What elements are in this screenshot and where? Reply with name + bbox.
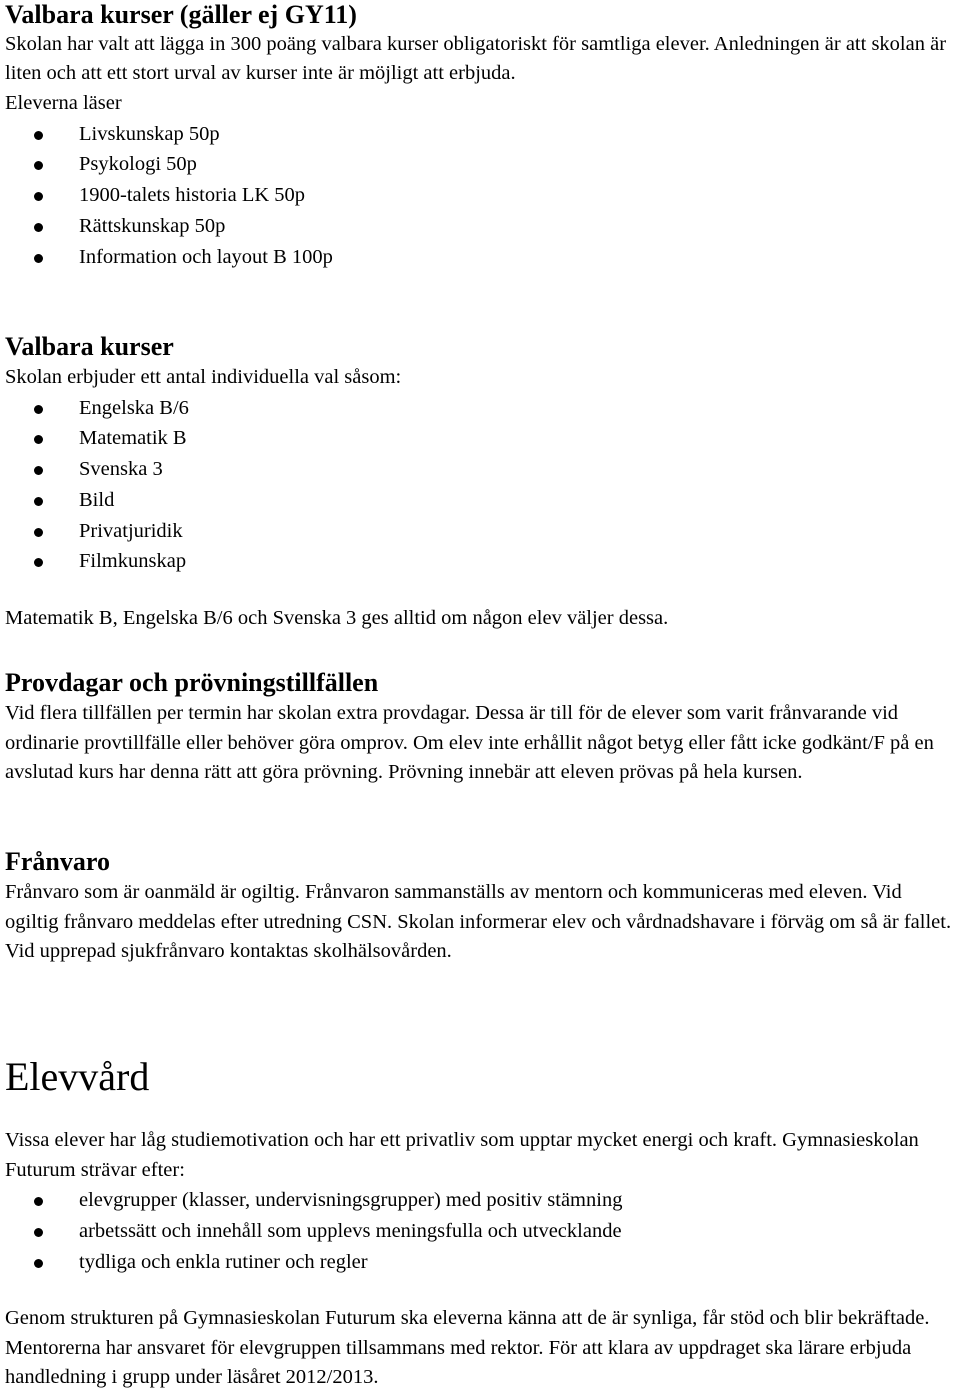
section-heading: Provdagar och prövningstillfällen xyxy=(5,668,379,697)
section-heading: Frånvaro xyxy=(5,847,110,876)
section-franvaro xyxy=(5,847,957,967)
section-body: Genom strukturen på Gymnasieskolan Futurum ska eleverna känna att de är synliga, får stöd och blir bekräftade. Mentorerna har ansvaret för elevgruppen tillsammans med rektor. För att klara av uppdraget ska lärare erbjuda handledning i grupp under läsåret 2012/2013. xyxy=(5,1307,930,1389)
list-item: Bild xyxy=(5,485,957,516)
list-item: Information och layout B 100p xyxy=(5,242,957,273)
bullet-icon xyxy=(34,192,43,201)
bullet-icon xyxy=(34,131,43,140)
bullet-icon xyxy=(34,558,43,567)
list-item: Rättskunskap 50p xyxy=(5,211,957,242)
bullet-icon xyxy=(34,405,43,414)
bullet-icon xyxy=(34,1228,43,1237)
list-item: 1900-talets historia LK 50p xyxy=(5,180,957,211)
list-item: Filmkunskap xyxy=(5,546,957,577)
bullet-icon xyxy=(34,254,43,263)
list-item: Matematik B xyxy=(5,423,957,454)
bullet-icon xyxy=(34,223,43,232)
bullet-list xyxy=(5,393,957,578)
section-body: Frånvaro som är oanmäld är ogiltig. Frånvaron sammanställs av mentorn och kommuniceras med eleven. Vid ogiltig frånvaro meddelas efter utredning CSN. Skolan informerar elev och vårdnadshavare i förväg om så är fallet. Vid upprepad sjukfrånvaro kontaktas skolhälsovården. xyxy=(5,881,952,962)
bullet-icon xyxy=(34,435,43,444)
page-title: Elevvård xyxy=(5,1054,150,1099)
bullet-icon xyxy=(34,528,43,537)
list-lead: Skolan erbjuder ett antal individuella val såsom: xyxy=(5,366,402,388)
list-item: arbetssätt och innehåll som upplevs meningsfulla och utvecklande xyxy=(5,1216,960,1247)
list-item: Privatjuridik xyxy=(5,516,957,547)
section-body: Vid flera tillfällen per termin har skolan extra provdagar. Dessa är till för de elever som varit frånvarande vid ordinarie provtillfälle eller behöver göra omprov. Om elev inte erhållit något betyg eller fått icke godkänt/F på en avslutad kurs har denna rätt att göra prövning. Prövning innebär att eleven prövas på hela kursen. xyxy=(5,702,934,783)
bullet-list xyxy=(5,1185,960,1277)
bullet-list xyxy=(5,119,957,273)
section-heading: Valbara kurser (gäller ej GY11) xyxy=(5,0,357,29)
section-heading: Valbara kurser xyxy=(5,332,174,361)
bullet-icon xyxy=(34,161,43,170)
list-item: Engelska B/6 xyxy=(5,393,957,424)
list-item: Svenska 3 xyxy=(5,454,957,485)
section-valbara-kurser-gy xyxy=(5,0,957,272)
section-elevvard xyxy=(5,1054,960,1393)
section-intro: Skolan har valt att lägga in 300 poäng valbara kurser obligatoriskt för samtliga elever. Anledningen är att skolan är liten och att ett stort urval av kurser inte är möjligt att erbjuda. xyxy=(5,33,947,84)
list-item: Psykologi 50p xyxy=(5,149,957,180)
list-item: elevgrupper (klasser, undervisningsgrupper) med positiv stämning xyxy=(5,1185,960,1216)
bullet-icon xyxy=(34,466,43,475)
list-lead: Eleverna läser xyxy=(5,92,122,114)
bullet-icon xyxy=(34,1197,43,1206)
section-valbara-kurser xyxy=(5,332,957,634)
bullet-icon xyxy=(34,1259,43,1268)
list-item: Livskunskap 50p xyxy=(5,119,957,150)
section-provdagar xyxy=(5,668,957,788)
bullet-icon xyxy=(34,497,43,506)
section-note: Matematik B, Engelska B/6 och Svenska 3 ges alltid om någon elev väljer dessa. xyxy=(5,607,669,630)
list-item: tydliga och enkla rutiner och regler xyxy=(5,1247,960,1278)
section-body: Vissa elever har låg studiemotivation och har ett privatliv som upptar mycket energi och kraft. Gymnasieskolan Futurum strävar efter: xyxy=(5,1129,919,1181)
